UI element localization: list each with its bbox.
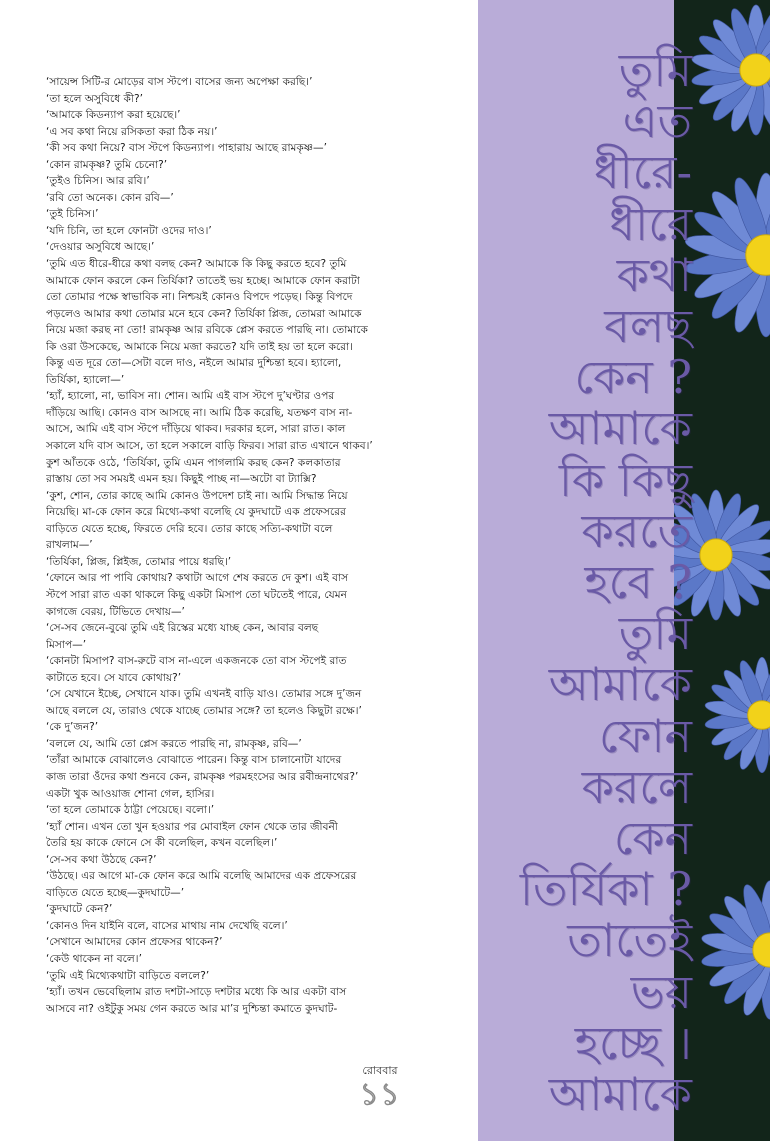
pull-quote-line: তাতেই <box>567 913 692 968</box>
body-line: ‘তা হলে তোমাকে ঠাট্টা পেয়েছে। বলো।’ <box>46 804 215 817</box>
body-line: ‘কুদঘাটে কেন?’ <box>46 903 113 916</box>
body-line: রাস্তায় তো সব সময়ই এমন হয়। কিছুই পাচ্ছ না—অটো বা ট্যাক্সি? <box>46 473 317 486</box>
body-line: আমাকে ফোন করলে কেন তির্যিকা? তাতেই ভয় হচ্ছে। আমাকে ফোন করাটা <box>46 274 360 287</box>
body-line: ‘বললে যে, আমি তো প্লেস করতে পারছি না, রামকৃষ্ণ, রবি—’ <box>46 737 302 750</box>
body-line: কাজ তারা ওঁদের কথা শুনবে কেন, রামকৃষ্ণ পরমহংসের আর রবীন্দ্রনাথের?’ <box>46 770 359 783</box>
body-line: ‘কে দু’জন?’ <box>46 721 99 734</box>
pull-quote-line: ধীরে <box>609 196 692 251</box>
body-line: ‘যদি চিনি, তা হলে ফোনটা ওদের দাও।’ <box>46 224 212 237</box>
folio-day: রোববার <box>362 1064 398 1077</box>
body-line: ‘সেখানে আমাদের কোন প্রফেসর থাকেন?’ <box>46 936 223 949</box>
body-line: পড়লেও আমার কথা তোমার মনে হবে কেন? তির্যিকা প্লিজ, তোমরা আমাকে <box>46 307 362 320</box>
body-line: নিয়ে মজা করছ না তো! রামকৃষ্ণ আর রবিকে প্লেস করতে পারছি না। তোমাকে <box>46 324 368 337</box>
pull-quote-line: করতে <box>581 503 692 558</box>
body-line: ‘তুমি এই মিথ্যেকথাটা বাড়িতে বললে?’ <box>46 969 210 982</box>
body-line: সকালে যদি বাস আসে, তা হলে সকালে বাড়ি ফিরব। সারা রাত এখানে থাকব।’ <box>46 440 373 453</box>
pull-quote-line: করলে <box>581 759 692 814</box>
pull-quote-line: ফোন <box>598 708 692 763</box>
pull-quote-line: এত <box>622 94 692 149</box>
body-line: ‘কেউ থাকেন না বলে।’ <box>46 952 142 965</box>
body-line: ‘কী সব কথা নিয়ে? বাস স্টপে কিডন্যাপ। পাহারায় আছে রামকৃষ্ণ—’ <box>46 142 327 155</box>
body-line: ‘তুমি এত ধীরে-ধীরে কথা বলছ কেন? আমাকে কি কিছু করতে হবে? তুমি <box>46 258 347 271</box>
body-line: ‘হ্যাঁ। তখন ভেবেছিলাম রাত দশটা-সাড়ে দশটার মধ্যে কি আর একটা বাস <box>46 986 347 999</box>
body-line: কিন্তু এত দূরে তো—সেটা বলে দাও, নইলে আমার দুশ্চিন্তা হবে। হ্যালো, <box>46 357 342 370</box>
pull-quote-line: আমাকে <box>548 401 692 456</box>
pull-quote-line: তির্যিকা ? <box>519 862 692 917</box>
body-line: ‘তুই চিনিস।’ <box>46 208 99 221</box>
body-line: তির্যিকা, হ্যালো—’ <box>46 373 125 386</box>
pull-quote-line: বলছ <box>604 299 692 353</box>
body-line: কি ওরা উসকেছে, আমাকে নিয়ে মজা করতে? যদি তাই হয় তা হলে করো। <box>46 340 353 353</box>
pull-quote-line: আমাকে <box>548 657 692 712</box>
body-line: ‘তা হলে অসুবিধে কী?’ <box>46 92 143 105</box>
body-line: ‘ফোনে আর পা পাবি কোথায়? কথাটা আগে শেষ করতে দে কুশ। এই বাস <box>46 572 349 585</box>
body-line: ‘রবি তো অনেক। কোন রবি—’ <box>46 191 174 204</box>
body-line: ‘কুশ, শোন, তোর কাছে আমি কোনও উপদেশ চাই না। আমি সিদ্ধান্ত নিয়ে <box>46 489 348 502</box>
body-line: ‘সে-সব জেনে-বুঝে তুমি এই রিস্কের মধ্যে যাচ্ছ কেন, আবার বলছ <box>46 622 319 635</box>
pull-quote-line: হচ্ছে । <box>574 1015 692 1070</box>
body-line: কাটাতে হবে। সে যাবে কোথায়?’ <box>46 671 182 684</box>
pull-quote-line: কি কিছু <box>558 452 692 507</box>
pull-quote-line: কেন ? <box>574 350 692 405</box>
pull-quote-line: আমাকে <box>548 1067 692 1121</box>
page-number: ১১ <box>359 1077 401 1112</box>
page-folio <box>330 1062 430 1112</box>
body-line: একটা খুক আওয়াজ শোনা গেল, হাসির। <box>46 787 215 800</box>
blue-daisy-image <box>674 0 770 1141</box>
body-line: ‘হ্যাঁ, হ্যালো, না, ভাবিস না। শোন। আমি এই বাস স্টপে দু’ঘণ্টার ওপর <box>46 390 335 403</box>
body-line: আছে বললে যে, তারাও থেকে যাচ্ছে তোমার সঙ্গে? তা হলেও কিছুটা রক্ষে।’ <box>46 704 362 717</box>
body-line: রাখলাম—’ <box>46 539 93 552</box>
pull-quote-line: হবে ? <box>584 555 692 609</box>
body-line: স্টপে সারা রাত একা থাকলে কিছু একটা মিসাপ তো ঘটতেই পারে, যেমন <box>46 588 347 601</box>
body-line: ‘তাঁরা আমাকে বোঝালেও বোঝাতে পারেন। কিন্তু বাস চালানোটা যাদের <box>46 754 342 767</box>
body-line: বাড়িতে যেতে হচ্ছে—কুদঘাটে—’ <box>46 886 185 899</box>
body-line: কাগজে বেরয়, টিভিতে দেখায়—’ <box>46 605 185 618</box>
pull-quote-line: ধীরে- <box>593 145 692 200</box>
body-line: ‘দেওয়ার অসুবিধে আছে।’ <box>46 241 155 254</box>
body-line: ‘কোন রামকৃষ্ণ? তুমি চেনো?’ <box>46 158 168 171</box>
body-line: মিসাপ—’ <box>46 638 87 651</box>
body-line: ‘সায়েন্স সিটি-র মোড়ের বাস স্টপে। বাসের জন্য অপেক্ষা করছি।’ <box>46 76 313 88</box>
body-line: আসে, আমি এই বাস স্টপে দাঁড়িয়ে থাকব। দরকার হলে, সারা রাত। কাল <box>46 423 346 436</box>
body-line: ‘তির্যিকা, প্লিজ, প্লিইজ, তোমার পায়ে ধরছি।’ <box>46 555 232 568</box>
body-line: আসবে না? ওইটুকু সময় গেন করতে আর মা’র দুশ্চিন্তা কমাতে কুদঘাট- <box>46 1002 338 1015</box>
flower-photo <box>674 0 770 1141</box>
body-line: ‘উঠছে। এর আগে মা-কে ফোন করে আমি বলেছি আমাদের এক প্রফেসরের <box>46 870 357 883</box>
pull-quote-line: ভয় <box>630 964 692 1019</box>
article-body <box>46 74 464 1017</box>
body-line: ‘কোনটা মিসাপ? বাস-রুটে বাস না-এলে একজনকে তো বাস স্টপেই রাত <box>46 655 347 668</box>
pull-quote-line: কথা <box>616 247 692 302</box>
body-line: দাঁড়িয়ে আছি। কোনও বাস আসছে না। আমি ঠিক করেছি, যতক্ষণ বাস না- <box>46 406 353 419</box>
body-line: ‘আমাকে কিডন্যাপ করা হয়েছে।’ <box>46 109 181 122</box>
body-line: কুশ আঁতকে ওঠে, ‘তির্যিকা, তুমি এমন পাগলামি করছ কেন? কলকাতার <box>46 456 341 469</box>
body-line: বাড়িতে যেতে হচ্ছে, ফিরতে দেরি হবে। তোর কাছে সত্যি-কথাটা বলে <box>46 522 333 535</box>
body-line: ‘তুইও চিনিস। আর রবি।’ <box>46 175 150 188</box>
pull-quote-line: তুমি <box>618 43 692 97</box>
body-line: নিয়েছি। মা-কে ফোন করে মিথ্যে-কথা বলেছি যে কুদঘাটে এক প্রফেসরের <box>46 506 346 519</box>
body-line: ‘হ্যাঁ শোন। এখন তো খুন হওয়ার পর মোবাইল ফোন থেকে তার জীবনী <box>46 820 338 833</box>
body-line: ‘সে যেখানে ইচ্ছে, সেখানে যাক। তুমি এখনই বাড়ি যাও। তোমার সঙ্গে দু’জন <box>46 688 362 701</box>
body-line: ‘কোনও দিন যাইনি বলে, বাসের মাথায় নাম দেখেছি বলে।’ <box>46 919 288 932</box>
body-line: তো তোমার পক্ষে স্বাভাবিক না। নিশ্চয়ই কোনও বিপদে পড়েছ। কিন্তু বিপদে <box>46 291 353 304</box>
body-line: ‘এ সব কথা নিয়ে রসিকতা করা ঠিক নয়।’ <box>46 125 218 138</box>
pull-quote-line: তুমি <box>618 606 692 661</box>
body-line: ‘সে-সব কথা উঠছে কেন?’ <box>46 853 157 866</box>
pull-quote-panel <box>478 0 674 1141</box>
body-line: তৈরি হয় কাকে ফোনে সে কী বলেছিল, কখন বলেছিল।’ <box>46 837 278 850</box>
pull-quote-line: কেন <box>613 811 692 865</box>
